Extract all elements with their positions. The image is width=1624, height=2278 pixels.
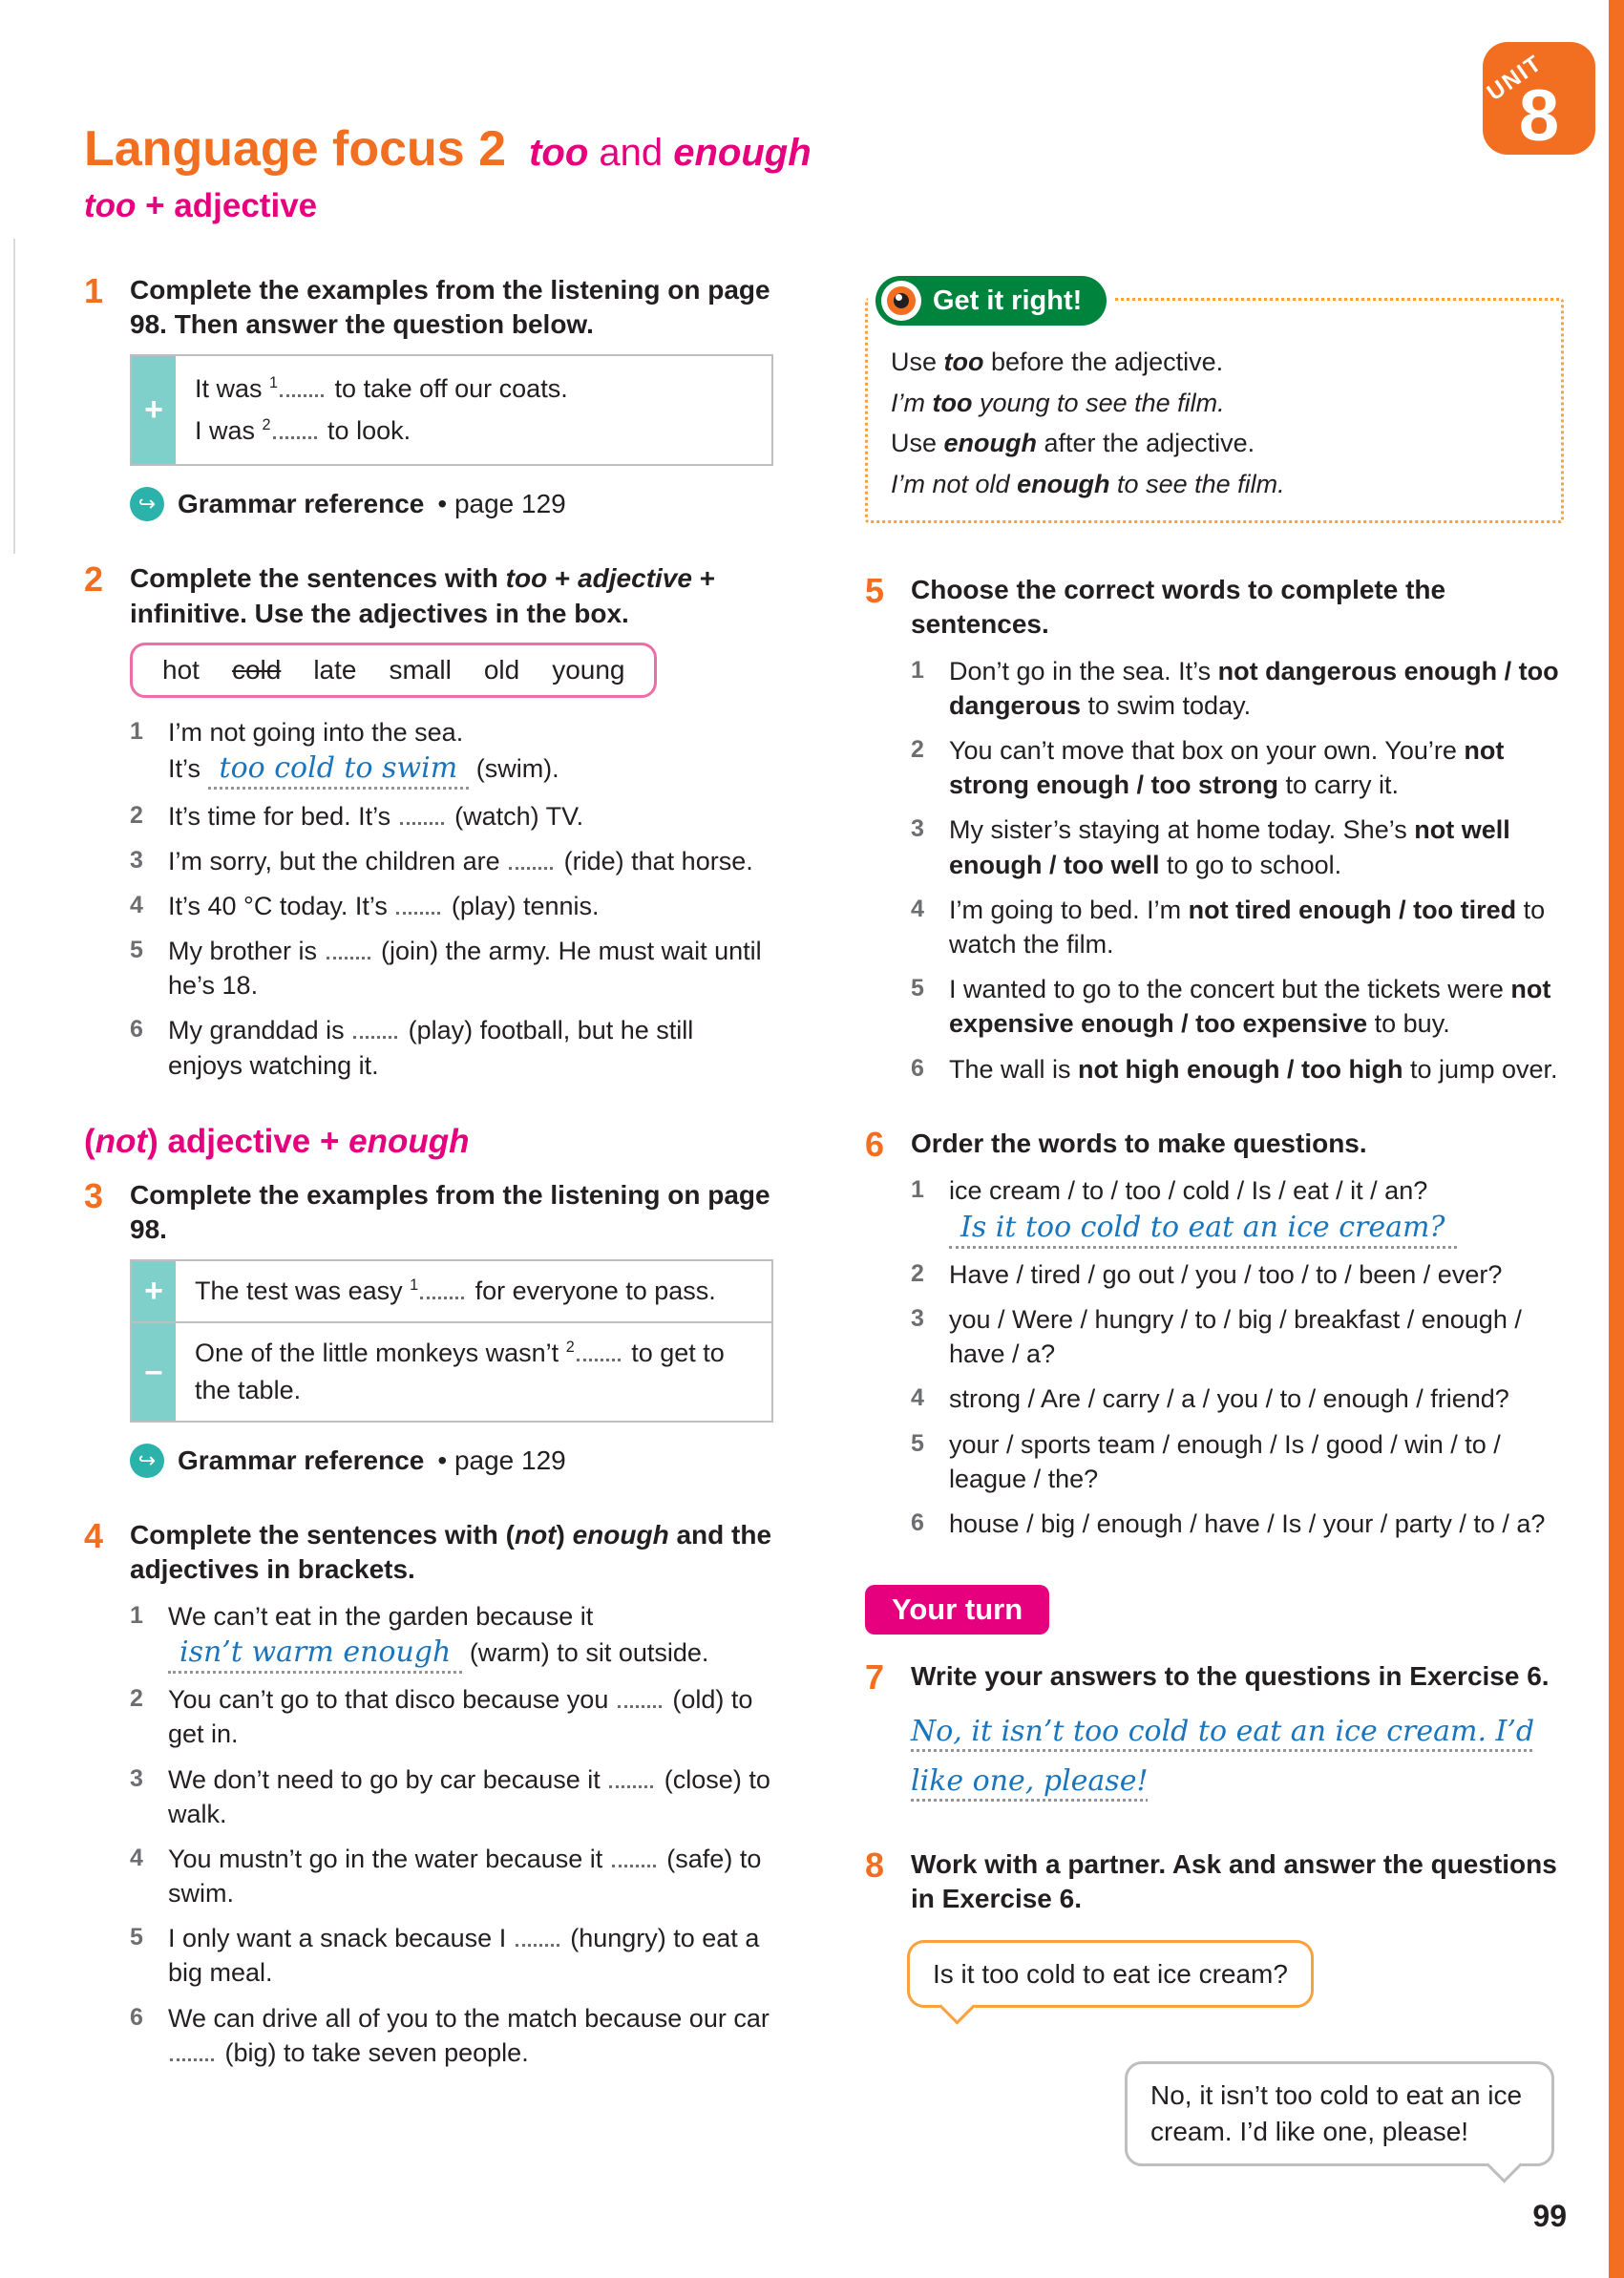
text-run: to carry it. — [1277, 770, 1399, 800]
text-run: ice cream / to / too / cold / Is / eat / it / an? — [949, 1176, 1428, 1206]
unit-badge — [1483, 42, 1595, 155]
item-number: 2 — [911, 1259, 924, 1287]
answer-blank — [280, 392, 324, 397]
text-run: too — [932, 388, 973, 417]
text-run: enough — [348, 1122, 470, 1160]
item-text — [949, 893, 1564, 961]
word-option: small — [389, 655, 452, 686]
word-option: late — [313, 655, 357, 686]
exercise-instruction: Choose the correct words to complete the sentences. — [911, 575, 1446, 640]
exercise-item — [911, 1507, 1564, 1541]
exercise-4 — [84, 1518, 773, 2070]
answer-blank — [509, 865, 553, 870]
text-run: to swim today. — [1081, 690, 1252, 720]
section-heading-too-adjective — [84, 187, 812, 225]
item-text — [949, 1302, 1564, 1371]
text-run: to go to school. — [1159, 850, 1342, 879]
blank-number: 2 — [565, 1338, 575, 1356]
text-run: and the adjectives in brackets. — [130, 1520, 772, 1585]
your-turn-badge: Your turn — [865, 1585, 1049, 1635]
exercise-item — [911, 972, 1564, 1041]
get-it-right-box — [865, 285, 1564, 523]
item-number: 6 — [911, 1054, 924, 1082]
exercise-7 — [865, 1659, 1564, 1807]
page-number: 99 — [1532, 2199, 1567, 2233]
text-run: not — [95, 1122, 148, 1160]
item-text — [168, 1762, 773, 1831]
item-text — [949, 1507, 1545, 1541]
text-run: not expensive enough / too expensive — [949, 975, 1551, 1039]
get-it-right-title: Get it right! — [933, 285, 1083, 316]
answer-blank — [612, 1863, 656, 1867]
exercise-8 — [865, 1847, 1564, 2166]
item-number: 3 — [130, 846, 143, 874]
item-number: 1 — [130, 718, 143, 746]
minus-tile: – — [132, 1323, 176, 1421]
exercise-item — [130, 2001, 773, 2070]
text-run: (close) to walk. — [168, 1764, 770, 1828]
speech-bubble-question: Is it too cold to eat ice cream? — [907, 1940, 1314, 2009]
plus-tile: + — [132, 1261, 176, 1321]
item-number: 3 — [911, 1305, 924, 1332]
item-number: 2 — [130, 801, 143, 829]
item-number: 6 — [130, 1016, 143, 1044]
text-run: I’m going to bed. I’m — [949, 895, 1189, 924]
item-number: 1 — [911, 656, 924, 684]
text-run: It’s 40 °C today. It’s — [168, 891, 395, 920]
item-text — [949, 1257, 1502, 1292]
text-run: ) adjective + — [147, 1122, 349, 1160]
exercise-number: 2 — [84, 559, 104, 600]
exercise-6-header — [865, 1124, 1564, 1164]
text-run: too — [505, 563, 548, 594]
exercise-item — [911, 1302, 1564, 1371]
example-text — [176, 1323, 771, 1421]
item-number: 4 — [130, 891, 143, 918]
item-number: 4 — [911, 1384, 924, 1412]
exercise-item — [130, 1599, 773, 1672]
blank-number: 2 — [262, 415, 271, 433]
exercise-instruction: Order the words to make questions. — [911, 1128, 1367, 1158]
eye-iris — [887, 286, 916, 315]
title-line — [84, 120, 812, 178]
exercise-6 — [865, 1124, 1564, 1541]
handwritten-answer: Is it too cold to eat an ice cream? — [949, 1211, 1457, 1249]
grammar-reference-label: Grammar reference — [178, 1445, 425, 1476]
exercise-item — [130, 1013, 773, 1082]
text-run: not — [514, 1520, 557, 1550]
answer-blank — [618, 1703, 662, 1708]
grammar-reference-link — [130, 487, 773, 521]
answer-blank — [577, 1357, 621, 1361]
text-run: not dangerous enough / too dangerous — [949, 656, 1559, 720]
text-run: to get to the table. — [195, 1338, 725, 1404]
blank-number: 1 — [410, 1276, 419, 1294]
item-text — [168, 1013, 773, 1082]
answer-blank — [273, 434, 317, 439]
exercise-5 — [865, 573, 1564, 1086]
item-number: 1 — [130, 1601, 143, 1629]
item-text — [168, 2001, 773, 2070]
item-text — [949, 972, 1564, 1041]
exercise-item — [130, 934, 773, 1002]
item-text — [949, 733, 1564, 802]
text-run: to jump over. — [1403, 1054, 1558, 1084]
text-run: My brother is — [168, 937, 325, 966]
example-text — [176, 1261, 735, 1321]
exercise-8-header — [865, 1847, 1564, 1917]
exercise-item — [130, 1842, 773, 1910]
item-number: 4 — [130, 1844, 143, 1871]
text-run: I’m — [891, 388, 933, 417]
exercise-item — [130, 844, 773, 878]
text-run: Complete the sentences with — [130, 563, 506, 594]
item-number: 2 — [130, 1685, 143, 1713]
text-run: not strong enough / too strong — [949, 736, 1505, 800]
text-run: We don’t need to go by car because it — [168, 1764, 608, 1794]
text-run: too — [943, 348, 984, 376]
exercise-number: 4 — [84, 1516, 104, 1556]
text-run: I’m sorry, but the children are — [168, 846, 508, 875]
get-it-right-banner — [875, 276, 1107, 326]
item-text — [949, 1052, 1558, 1086]
exercise-1 — [84, 273, 773, 521]
text-run: (watch) TV. — [447, 801, 584, 831]
item-text — [949, 812, 1564, 881]
example-lines — [176, 356, 587, 465]
exercise-number: 5 — [865, 571, 885, 610]
exercise-5-header — [865, 573, 1564, 643]
exercise-instruction — [130, 1518, 773, 1588]
text-run: My granddad is — [168, 1016, 352, 1045]
exercise-instruction: Work with a partner. Ask and answer the questions in Exercise 6. — [911, 1848, 1557, 1914]
text-run: We can’t eat in the garden because it — [168, 1601, 594, 1631]
text-run: + adjective — [136, 187, 318, 224]
text-run: not well enough / too well — [949, 815, 1510, 879]
exercise-2-header — [84, 561, 773, 631]
item-number: 4 — [911, 895, 924, 922]
grammar-reference-label: Grammar reference — [178, 489, 425, 519]
text-run: enough — [943, 429, 1038, 457]
section-heading-not-enough — [84, 1123, 773, 1161]
grammar-reference-link — [130, 1444, 773, 1478]
text-run: It’s — [168, 754, 208, 784]
text-run: (safe) to swim. — [168, 1844, 762, 1909]
text-run: ) — [556, 1520, 573, 1550]
text-line — [195, 411, 568, 452]
arrow-icon: ↪ — [130, 1444, 164, 1478]
unit-number: 8 — [1518, 75, 1560, 157]
exercise-6-items — [911, 1173, 1564, 1541]
text-run: to see the film. — [1109, 469, 1285, 498]
text-run: (old) to get in. — [168, 1685, 753, 1749]
page-header — [84, 120, 812, 225]
word-option: hot — [162, 655, 200, 686]
text-run: to take off our coats. — [327, 373, 568, 403]
text-run: It was — [195, 373, 270, 403]
item-number: 5 — [911, 1429, 924, 1457]
exercise-item — [911, 1052, 1564, 1086]
word-option-crossed: cold — [231, 655, 282, 686]
text-line — [891, 384, 1538, 423]
speech-bubble-answer: No, it isn’t too cold to eat an ice cream. I’d like one, please! — [1125, 2061, 1554, 2166]
unit-label: UNIT — [1482, 50, 1548, 107]
exercise-item — [911, 893, 1564, 961]
text-run: too — [529, 132, 589, 174]
eye-icon — [881, 281, 921, 321]
text-run: and — [588, 132, 674, 174]
grammar-reference-page: • page 129 — [437, 1445, 566, 1476]
text-run: I only want a snack because I — [168, 1924, 514, 1953]
text-run: (hungry) to eat a big meal. — [168, 1924, 760, 1988]
exercise-item — [130, 715, 773, 788]
handwritten-answer: too cold to swim — [208, 751, 470, 790]
blank-number: 1 — [269, 373, 279, 391]
text-run: young to see the film. — [972, 388, 1225, 417]
answer-blank — [420, 1295, 464, 1299]
text-run: enough — [572, 1520, 669, 1550]
text-run: I’m not going into the sea. — [168, 718, 464, 748]
exercise-item — [130, 1682, 773, 1751]
answer-blank — [170, 2057, 214, 2061]
item-number: 3 — [130, 1764, 143, 1792]
text-run: (play) football, but he still enjoys watching it. — [168, 1016, 694, 1080]
item-number: 5 — [130, 937, 143, 964]
text-run: One of the little monkeys wasn’t — [195, 1338, 566, 1367]
item-text — [168, 799, 583, 833]
text-run: My sister’s staying at home today. She’s — [949, 815, 1415, 845]
text-run: You mustn’t go in the water because it — [168, 1844, 610, 1873]
get-it-right-content — [891, 343, 1538, 503]
left-column — [84, 273, 773, 2110]
text-run: + infinitive. Use the adjectives in the box. — [130, 563, 716, 628]
answer-blank — [609, 1783, 653, 1788]
text-run: house / big / enough / have / Is / your / party / to / a? — [949, 1508, 1546, 1538]
exercise-item — [911, 1257, 1564, 1292]
text-run: too — [84, 187, 137, 224]
exercise-item — [911, 654, 1564, 723]
example-row-negative — [132, 1323, 771, 1421]
text-run: Have / tired / go out / you / too / to / been / ever? — [949, 1259, 1503, 1289]
word-option: old — [483, 655, 520, 686]
exercise-item — [130, 889, 773, 923]
text-run: not tired enough / too tired — [1188, 895, 1517, 924]
exercise-item — [130, 1921, 773, 1990]
text-run: not high enough / too high — [1078, 1054, 1403, 1084]
text-run: to look. — [320, 415, 411, 445]
item-number: 5 — [130, 1924, 143, 1951]
exercise-4-items — [130, 1599, 773, 2070]
item-number: 5 — [911, 975, 924, 1002]
item-text — [168, 1599, 708, 1672]
answer-blank — [353, 1034, 397, 1039]
handwritten-answer: isn’t warm enough — [168, 1635, 462, 1674]
print-mark — [13, 239, 15, 554]
item-text — [168, 715, 559, 788]
text-run: enough — [673, 132, 812, 174]
text-run: to buy. — [1367, 1009, 1450, 1039]
exercise-item — [130, 1762, 773, 1831]
text-run: I’m not old — [891, 469, 1018, 498]
exercise-3 — [84, 1175, 773, 1478]
item-text — [168, 1842, 773, 1910]
exercise-instruction — [130, 561, 773, 631]
right-column — [865, 273, 1564, 2206]
exercise-5-items — [911, 654, 1564, 1086]
text-line — [891, 343, 1538, 382]
item-text — [949, 1382, 1509, 1416]
text-line — [195, 369, 568, 410]
text-run: after the adjective. — [1037, 429, 1255, 457]
text-line — [891, 424, 1538, 463]
text-run: strong / Are / carry / a / you / to / enough / friend? — [949, 1384, 1509, 1414]
text-run: (swim). — [469, 754, 559, 784]
item-number: 1 — [911, 1176, 924, 1204]
page-title-topic — [529, 132, 812, 175]
exercise-1-header — [84, 273, 773, 343]
item-text — [168, 934, 773, 1002]
exercise-instruction: Complete the examples from the listening on page 98. Then answer the question below. — [130, 275, 770, 340]
text-run: (join) the army. He must wait until he’s 18. — [168, 937, 762, 1001]
text-run: Complete the sentences with ( — [130, 1520, 515, 1550]
text-run: your / sports team / enough / Is / good / win / to / league / the? — [949, 1429, 1501, 1493]
item-text — [949, 654, 1564, 723]
text-run: We can drive all of you to the match because our car — [168, 2003, 770, 2033]
answer-blank — [516, 1942, 559, 1947]
text-run: for everyone to pass. — [468, 1276, 716, 1305]
text-run: It’s time for bed. It’s — [168, 801, 398, 831]
item-number: 6 — [130, 2003, 143, 2031]
exercise-item — [911, 1382, 1564, 1416]
text-run: you / Were / hungry / to / big / breakfast / enough / have / a? — [949, 1305, 1522, 1369]
arrow-icon: ↪ — [130, 487, 164, 521]
exercise-instruction: Write your answers to the questions in Exercise 6. — [911, 1661, 1550, 1692]
exercise-number: 6 — [865, 1124, 885, 1164]
text-run: adjective — [578, 563, 692, 594]
item-text — [168, 1682, 773, 1751]
item-text — [168, 889, 600, 923]
exercise-7-answer — [911, 1707, 1564, 1807]
text-run: before the adjective. — [983, 348, 1224, 376]
exercise-4-header — [84, 1518, 773, 1588]
item-text — [949, 1427, 1564, 1496]
text-run: ( — [84, 1122, 95, 1160]
item-number: 3 — [911, 815, 924, 843]
text-run: (ride) that horse. — [557, 846, 753, 875]
exercise-number: 7 — [865, 1657, 885, 1698]
exercise-item — [911, 733, 1564, 802]
text-run: to watch the film. — [949, 895, 1546, 959]
text-run: I was — [195, 415, 263, 445]
text-run: (play) tennis. — [444, 891, 600, 920]
exercise-number: 1 — [84, 271, 104, 310]
text-run: (warm) to sit outside. — [462, 1637, 709, 1667]
exercise-number: 8 — [865, 1845, 885, 1885]
exercise-number: 3 — [84, 1175, 104, 1215]
text-run: The test was easy — [195, 1276, 411, 1305]
exercise-7-header — [865, 1659, 1564, 1696]
text-run: + — [547, 563, 579, 594]
item-number: 6 — [911, 1508, 924, 1536]
text-run: Use — [891, 348, 944, 376]
item-text — [168, 844, 753, 878]
answer-blank — [400, 820, 444, 825]
page-edge-decoration — [1609, 0, 1624, 2278]
example-row-positive — [132, 1261, 771, 1323]
exercise-item — [911, 812, 1564, 881]
answer-blank — [327, 955, 370, 960]
exercise-item — [911, 1427, 1564, 1496]
exercise-2 — [84, 561, 773, 1082]
text-line — [891, 465, 1538, 504]
exercise-instruction: Complete the examples from the listening on page 98. — [130, 1179, 770, 1245]
listening-example-box — [130, 354, 773, 467]
plus-tile: + — [132, 356, 176, 465]
text-run: Use — [891, 429, 944, 457]
listening-example-box — [130, 1259, 773, 1423]
text-run: (big) to take seven people. — [218, 2037, 529, 2067]
page-title: Language focus 2 — [84, 121, 507, 177]
item-text — [949, 1173, 1457, 1246]
text-run: The wall is — [949, 1054, 1079, 1084]
exercise-3-header — [84, 1175, 773, 1248]
exercise-item — [130, 799, 773, 833]
adjective-word-box — [130, 643, 657, 698]
answer-blank — [396, 910, 440, 915]
item-text — [168, 1921, 773, 1990]
text-run: I wanted to go to the concert but the tickets were — [949, 975, 1511, 1004]
grammar-reference-page: • page 129 — [437, 489, 566, 519]
text-run: You can’t go to that disco because you — [168, 1685, 616, 1715]
word-option: young — [552, 655, 625, 686]
item-number: 2 — [911, 736, 924, 764]
text-run: You can’t move that box on your own. You’re — [949, 736, 1465, 766]
exercise-item — [911, 1173, 1564, 1246]
text-run: enough — [1017, 469, 1110, 498]
exercise-2-items — [130, 715, 773, 1083]
text-run: Don’t go in the sea. It’s — [949, 656, 1218, 686]
handwritten-answer: No, it isn’t too cold to eat an ice cream. I’d like one, please! — [911, 1714, 1535, 1799]
